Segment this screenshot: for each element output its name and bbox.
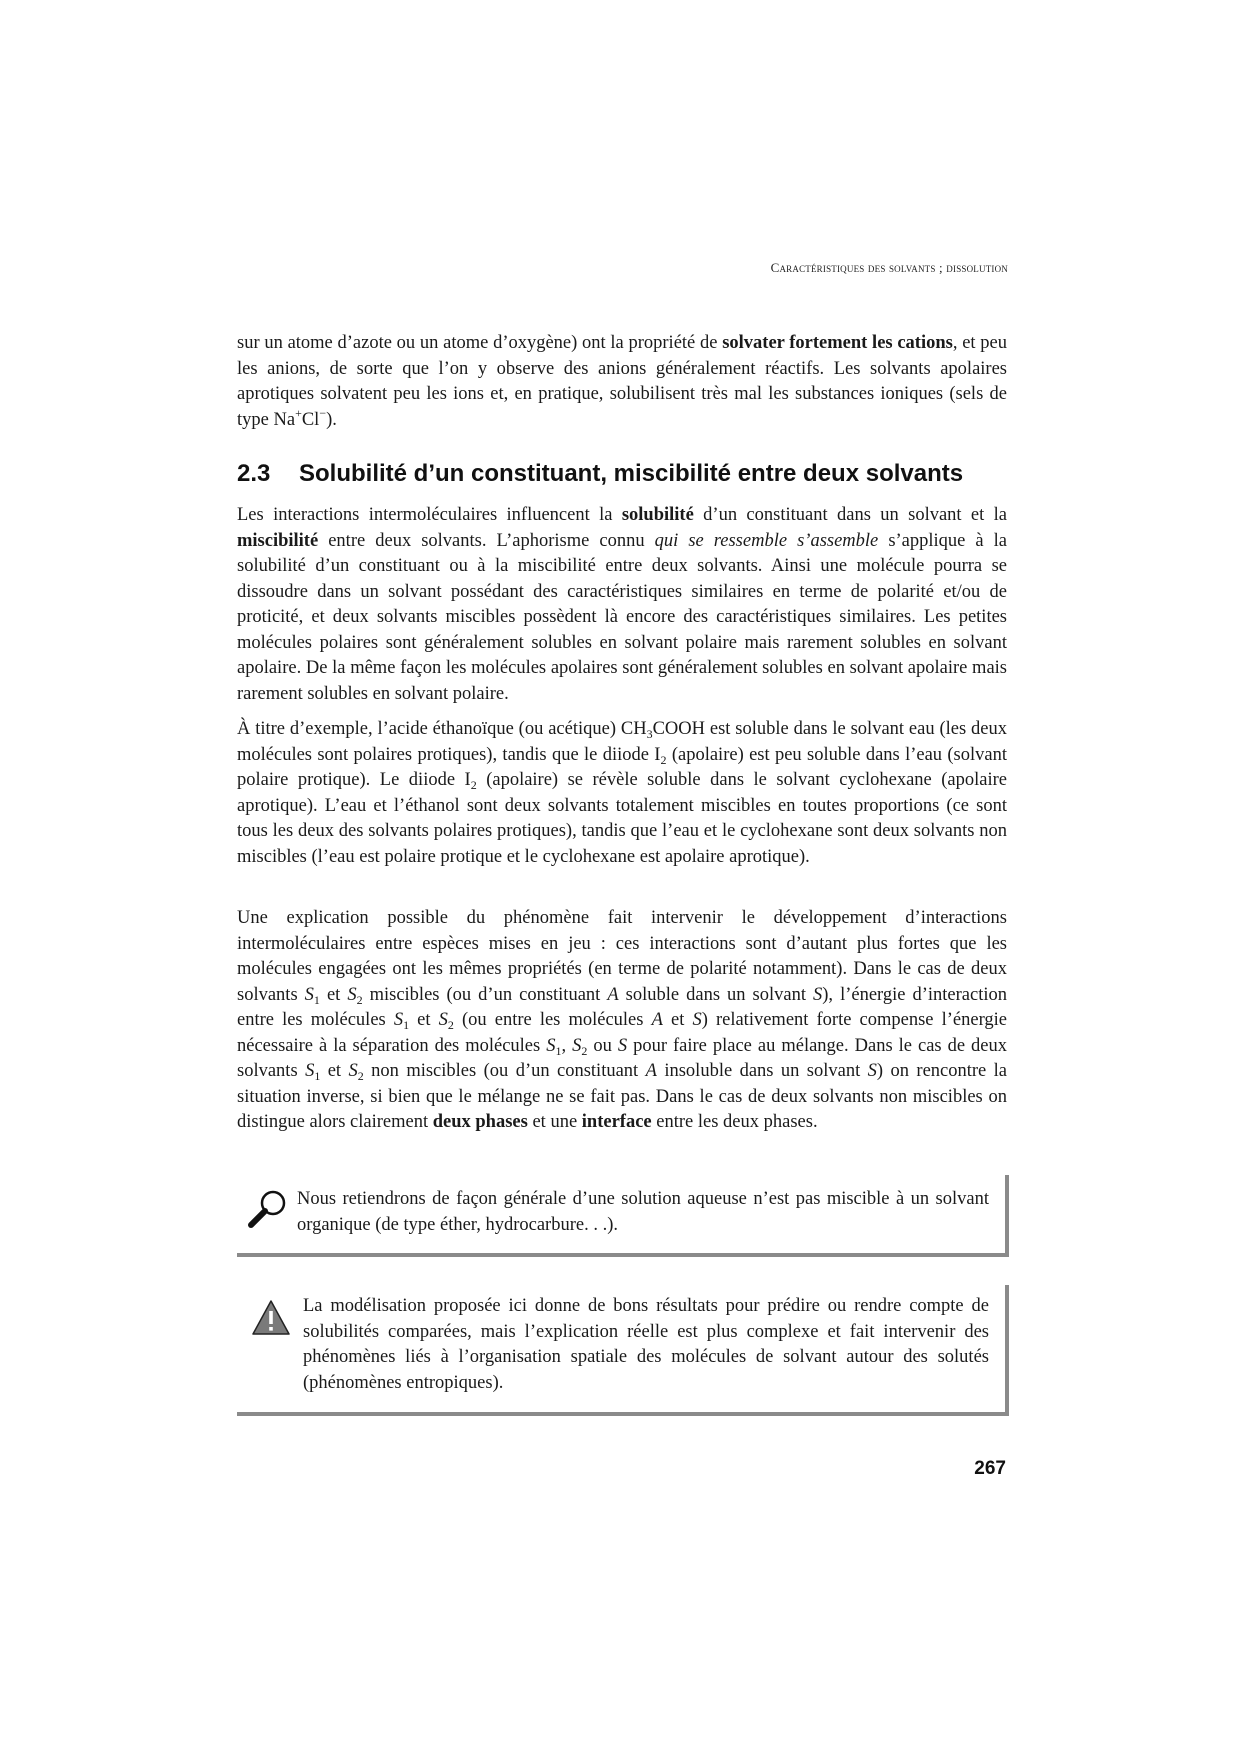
running-head (680, 260, 1008, 276)
running-head-text: Caractéristiques des solvants ; dissolution (770, 260, 1008, 275)
magnifier-icon (247, 1187, 289, 1229)
section-title: Solubilité d’un constituant, miscibilité entre deux solvants (299, 460, 964, 487)
section-heading (237, 460, 1017, 488)
section-number: 2.3 (237, 460, 271, 487)
paragraph-examples: À titre d’exemple, l’acide éthanoïque (ou acétique) $CH_3COOH$ est soluble dans le solvant eau (les deux molécules sont polaires protiques), tandis que le diiode $I_2$ (apolaire) est peu soluble dans l’eau (solvant polaire protique). Le diiode $I_2$ (apolaire) se révèle soluble dans le solvant cyclohexane (apolaire aprotique). L’eau et l’éthanol sont deux solvants totalement miscibles en toutes proportions (ce sont tous les deux des solvants polaires protiques), tandis que l’eau et le cyclohexane sont deux solvants non miscibles (l’eau est polaire protique et le cyclohexane est apolaire aprotique). (237, 719, 1007, 867)
italic-aphorism: qui se ressemble s’assemble (654, 530, 879, 551)
bold-solvater: solvater fortement les cations (722, 333, 953, 353)
bold-deux-phases: deux phases (432, 1112, 528, 1132)
note-box-remark (237, 1175, 1009, 1257)
note-warning-text: La modélisation proposée ici donne de bons résultats pour prédire ou rendre compte de solubilités comparées, mais l’explication réelle est plus complexe et fait intervenir des phénomènes liés à l’organisation spatiale des molécules de solvant autour des solutés (phénomènes entropiques). (303, 1296, 989, 1393)
note-box-warning (237, 1285, 1009, 1416)
bold-miscibilite: miscibilité (237, 530, 319, 551)
paragraph-solubility-miscibility: Les interactions intermoléculaires influencent la solubilité d’un constituant dans un solvant et la miscibilité entre deux solvants. L’aphorisme connu qui se ressemble s’assemble s’applique à la solubilité d’un constituant ou à la miscibilité entre deux solvants. Ainsi une molécule pourra se dissoudre dans un solvant possédant des caractéristiques similaires en terme de polarité et/ou de proticité, et deux solvants miscibles possèdent là encore des caractéristiques similaires. Les petites molécules polaires sont généralement solubles en solvant polaire mais rarement solubles en solvant apolaire. De la même façon les molécules apolaires sont généralement solubles en solvant apolaire mais rarement solubles en solvant polaire. (237, 505, 1008, 704)
bold-solubilite: solubilité (621, 505, 694, 525)
warning-triangle-icon (251, 1299, 291, 1337)
note-remark-text: Nous retiendrons de façon générale d’une solution aqueuse n’est pas miscible à un solvant organique (de type éther, hydrocarbure. . .). (297, 1189, 989, 1235)
bold-interface: interface (581, 1112, 652, 1132)
paragraph-ionic-solvation: sur un atome d’azote ou un atome d’oxygène) ont la propriété de solvater fortement les cations, et peu les anions, de sorte que l’on y observe des anions généralement réactifs. Les solvants apolaires aprotiques solvatent peu les ions et, en pratique, solubilisent très mal les substances ioniques (sels de type Na+Cl−). (237, 333, 1007, 430)
paragraph-explanation: Une explication possible du phénomène fait intervenir le développement d’interactions intermoléculaires entre espèces mises en jeu : ces interactions sont d’autant plus fortes que les molécules engagées ont les mêmes propriétés (en terme de polarité notamment). Dans le cas de deux solvants $S_1$ et $S_2$ miscibles (ou d’un constituant A soluble dans un solvant S), l’énergie d’interaction entre les molécules $S_1$ et $S_2$ (ou entre les molécules A et S) relativement forte compense l’énergie nécessaire à la séparation des molécules $S_1$, $S_2$ ou S pour faire place au mélange. Dans le cas de deux solvants $S_1$ et $S_2$ non miscibles (ou d’un constituant A insoluble dans un solvant S) on rencontre la situation inverse, si bien que le mélange ne se fait pas. Dans le cas de deux solvants non miscibles on distingue alors clairement deux phases et une interface entre les deux phases. (237, 908, 1008, 1132)
page-number: 267 (974, 1458, 1006, 1479)
